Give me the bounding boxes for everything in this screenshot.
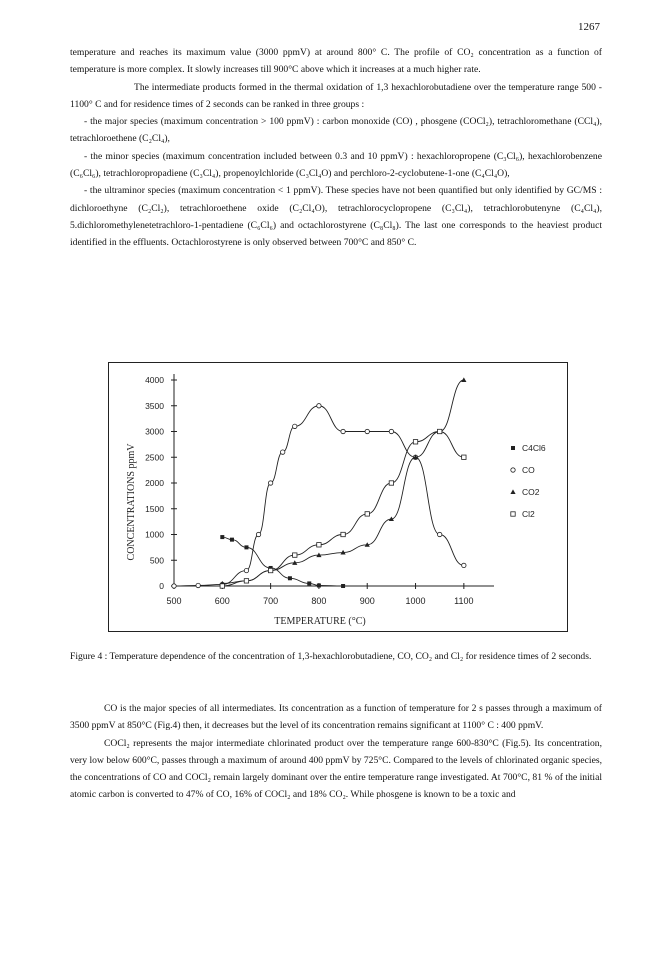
paragraph: The intermediate products formed in the thermal oxidation of 1,3 hexachlorobutadiene over the temperature range 500 - 1100° C and for residence times of 2 seconds can be ranked in three groups : bbox=[70, 81, 602, 110]
x-tick-label: 800 bbox=[311, 596, 327, 606]
x-tick-label: 700 bbox=[263, 596, 279, 606]
page-number: 1267 bbox=[578, 21, 600, 33]
figure-caption bbox=[70, 651, 602, 664]
caption-text: Figure 4 : Temperature dependence of the concentration of 1,3-hexachlorobutadiene, CO, CO₂ and Cl₂ for residence times of 2 seconds. bbox=[70, 651, 592, 662]
legend-label: CO2 bbox=[522, 487, 540, 497]
y-tick-label: 1500 bbox=[145, 503, 164, 514]
x-tick-label: 900 bbox=[359, 596, 375, 606]
y-axis-label: CONCENTRATIONS ppmV bbox=[126, 443, 137, 561]
paragraph: - the ultraminor species (maximum concentration < 1 ppmV). These species have not been quantified but only identified by GC/MS : dichloroethyne (C₂Cl₂), tetrachloroethene oxide (C₂Cl₄O), tetrachlorocyclopropene (C₃Cl₄), tetrachlorobutenyne (C₄Cl₄), 5.dichloromethylenetetrachloro-1-pentadiene (C₆Cl₆) and octachlorostyrene (C₈Cl₈). The last one corresponds to the heaviest product identified in the effluents. Octachlorostyrene is only observed between 700°C and 850° C. bbox=[70, 185, 602, 249]
x-tick-label: 1100 bbox=[454, 596, 474, 606]
paragraph: - the minor species (maximum concentration included between 0.3 and 10 ppmV) : hexachloropropene (C₃Cl₆), hexachlorobenzene (C₆Cl₆), tetrachloropropadiene (C₃Cl₄), propenoylchloride (C₃Cl₄O) and perchloro-2-cyclobutene-1-one (C₄Cl₄O), bbox=[70, 150, 602, 180]
paragraph: temperature and reaches its maximum value (3000 ppmV) at around 800° C. The profile of CO₂ concentration as a function of temperature is more complex. It slowly increases till 900°C above which it increases at a much higher rate. bbox=[70, 47, 602, 76]
figure-frame bbox=[108, 362, 568, 632]
paragraph: COCl₂ represents the major intermediate chlorinated product over the temperature range 600-830°C (Fig.5). Its concentration, very low below 600°C, passes through a maximum of around 400 ppmV by 725°C. Compared to the levels of chlorinated organic species, the concentrations of CO and COCl₂ remain largely dominant over the entire temperature range investigated. At 700°C, 81 % of the initial atomic carbon is converted to 47% of CO, 16% of COCl₂ and 18% CO₂. While phosgene is known to be a toxic and bbox=[70, 737, 602, 801]
x-tick-label: 600 bbox=[214, 596, 230, 606]
y-tick-label: 500 bbox=[149, 555, 164, 566]
y-tick-label: 2000 bbox=[145, 478, 164, 488]
body-text-bottom bbox=[70, 700, 602, 804]
legend-label: Cl2 bbox=[522, 509, 535, 519]
paragraph: - the major species (maximum concentration > 100 ppmV) : carbon monoxide (CO) , phosgene (COCl₂), tetrachloromethane (CCl₄), tetrachloroethene (C₂Cl₄), bbox=[70, 116, 602, 145]
legend-label: C4Cl6 bbox=[522, 443, 546, 453]
figure-4 bbox=[108, 362, 568, 632]
x-tick-label: 500 bbox=[166, 596, 182, 606]
x-axis-label: TEMPERATURE (°C) bbox=[274, 616, 366, 627]
y-tick-label: 1000 bbox=[145, 529, 164, 540]
y-tick-label: 4000 bbox=[145, 375, 164, 385]
y-tick-label: 3000 bbox=[145, 426, 164, 437]
legend-label: CO bbox=[522, 465, 535, 475]
y-tick-label: 3500 bbox=[145, 400, 164, 411]
y-tick-label: 0 bbox=[159, 581, 164, 591]
y-tick-label: 2500 bbox=[145, 452, 164, 463]
body-text-top bbox=[70, 44, 602, 252]
x-tick-label: 1000 bbox=[405, 596, 426, 606]
paragraph: CO is the major species of all intermediates. Its concentration as a function of temperature for 2 s passes through a maximum of 3500 ppmV at 850°C (Fig.4) then, it decreases but the level of its concentration remains significant at 1100° C : 400 ppmV. bbox=[70, 703, 602, 732]
